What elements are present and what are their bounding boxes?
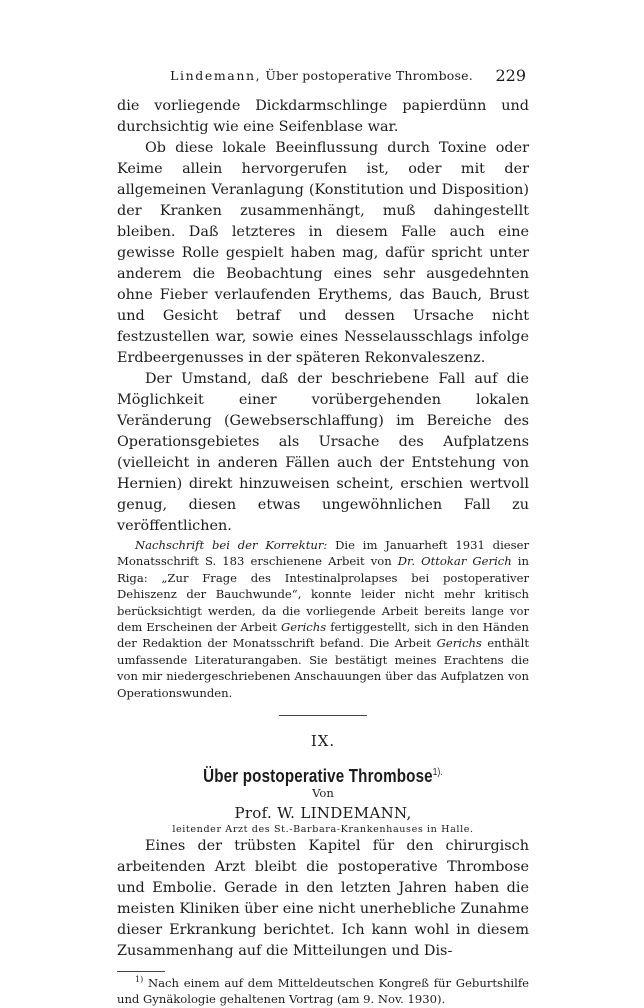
author-affiliation: leitender Arzt des St.-Barbara-Krankenhauses in Halle. [172, 824, 474, 836]
paragraph-continuation: die vorliegende Dickdarmschlinge papierdünn und durchsichtig wie eine Seifenblase war. [117, 98, 529, 135]
article-author: Prof. W. LINDEMANN, [234, 804, 412, 823]
article-title: Über postoperative Thrombose$^{1).}$ [203, 765, 443, 787]
running-head-author: Lindemann, [170, 68, 262, 83]
byline-von: Von [312, 786, 334, 801]
page-body [117, 96, 529, 1008]
footnote-reference: 1). [432, 767, 443, 779]
paragraph: Der Umstand, daß der beschriebene Fall auf die Möglichkeit einer vorübergehenden lokalen Veränderung (Gewebserschlaffung) im Bereiche des Operationsgebietes als Ursache des Aufplatzens (vielleicht in anderen Fällen auch der Entstehung von Hernien) direkt hinzuweisen scheint, erschien wertvoll genug, diesen etwas ungewöhnlichen Fall zu veröffentlichen. [117, 371, 529, 534]
article-opening-paragraph: Eines der trübsten Kapitel für den chirurgisch arbeitenden Arzt bleibt die postoperative Thrombose und Embolie. Gerade in den letzten Jahren haben die meisten Kliniken über eine nicht unerhebliche Zunahme dieser Erkrankung berichtet. Ich kann wohl in diesem Zusammenhang auf die Mitteilungen und Dis- [117, 838, 529, 960]
cited-author: Dr. Ottokar Gerich [397, 554, 512, 569]
postscript-note: Nachschrift bei der Korrektur: Die im Januarheft 1931 dieser Monatsschrift S. 183 erschienene Arbeit von Dr. Ottokar Gerich in Riga: „Zur Frage des Intestinalprolapses bei postoperativer Dehiszenz der Bauchwunde“, konnte leider nicht mehr kritisch berücksichtigt werden, da die vorliegende Arbeit bereits lange vor dem Erscheinen der Arbeit Gerichs fertiggestellt, sich in den Händen der Redaktion der Monatsschrift befand. Die Arbeit Gerichs enthält umfassende Literaturangaben. Sie bestätigt meines Erachtens die von mir niedergeschriebenen Anschauungen über das Aufplatzen von Operationswunden. [117, 538, 529, 700]
page-number: 229 [495, 66, 526, 85]
paragraph: Ob diese lokale Beeinflussung durch Toxine oder Keime allein hervorgerufen ist, oder mit der allgemeinen Veranlagung (Konstitution und Disposition) der Kranken zusammenhängt, muß dahingestellt bleiben. Daß letzteres in diesem Falle auch eine gewisse Rolle gespielt haben mag, dafür spricht unter anderem die Beobachtung eines sehr ausgedehnten ohne Fieber verlaufenden Erythems, das Bauch, Brust und Gesicht betraf und dessen Ursache nicht festzustellen war, sowie eines Nesselausschlags infolge Erdbeergenusses in der späteren Rekonvaleszenz. [117, 140, 529, 366]
section-divider [279, 715, 367, 716]
footnote-mark: 1) [135, 975, 144, 985]
running-head [117, 68, 526, 83]
footnote-text: Nach einem auf dem Mitteldeutschen Kongreß für Geburtshilfe und Gynäkologie gehaltenen Vortrag (am 9. Nov. 1930). [117, 976, 529, 1007]
footnote [117, 972, 529, 1008]
chapter-number: IX. [310, 732, 336, 751]
running-head-title: Über postoperative Thrombose. [265, 68, 473, 83]
postscript-label: Nachschrift bei der Korrektur: [135, 538, 328, 552]
